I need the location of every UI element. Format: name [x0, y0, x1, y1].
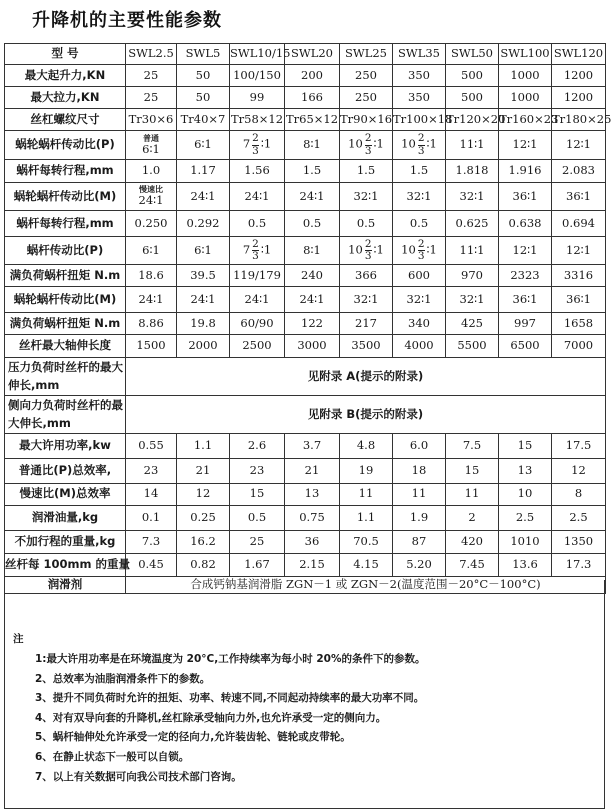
table-cell: 23 — [230, 458, 285, 483]
row-label: 最大许用功率,kw — [5, 433, 126, 458]
table-cell: 11∶1 — [446, 237, 499, 265]
ratio-rest: ∶1 — [373, 242, 384, 257]
table-cell: 60/90 — [230, 313, 285, 335]
notes-list — [35, 650, 426, 787]
table-cell: 12∶1 — [499, 131, 552, 160]
model-header: SWL5 — [177, 44, 230, 65]
note-item: 3、提升不同负荷时允许的扭矩、功率、转速不同,不同起动持续率的最大功率不同。 — [35, 692, 425, 705]
table-cell: 36∶1 — [552, 287, 606, 313]
table-cell: 1.916 — [499, 160, 552, 183]
table-cell: 10 — [499, 483, 552, 505]
row-label: 蜗轮蜗杆传动比(M) — [5, 183, 126, 211]
note-item: 2、总效率为油脂润滑条件下的参数。 — [35, 672, 211, 685]
table-header-row — [5, 44, 606, 65]
table-cell: 24∶1 — [126, 287, 177, 313]
table-cell: 600 — [393, 265, 446, 287]
table-cell: 7.5 — [446, 433, 499, 458]
table-cell: 17.5 — [552, 433, 606, 458]
table-cell: 50 — [177, 65, 230, 87]
table-cell: 23 — [126, 458, 177, 483]
table-cell: 32∶1 — [393, 183, 446, 211]
table-cell: 366 — [340, 265, 393, 287]
table-cell: 4000 — [393, 335, 446, 358]
table-row — [5, 237, 606, 265]
table-cell: 2.5 — [499, 505, 552, 530]
table-cell: Tr40×7 — [177, 109, 230, 131]
table-cell: 3.7 — [285, 433, 340, 458]
table-cell: 24∶1 — [285, 287, 340, 313]
table-cell: 15 — [446, 458, 499, 483]
table-cell: 970 — [446, 265, 499, 287]
table-cell — [126, 131, 177, 160]
denominator: 3 — [364, 250, 372, 262]
note-item: 7、以上有关数据可向我公司技术部门咨询。 — [35, 770, 242, 783]
denominator: 3 — [417, 250, 425, 262]
denominator: 3 — [364, 144, 372, 157]
merged-cell: 合成钙钠基润滑脂 ZGN－1 或 ZGN－2(温度范围－20°C－100°C) — [126, 576, 606, 593]
row-label: 普通比(P)总效率, — [5, 458, 126, 483]
table-cell: 6.0 — [393, 433, 446, 458]
table-cell: 7.3 — [126, 530, 177, 553]
fraction — [252, 133, 259, 156]
note-item: 6、在静止状态下一般可以自锁。 — [35, 750, 190, 763]
row-label: 蜗杆每转行程,mm — [5, 211, 126, 237]
table-cell: 13 — [285, 483, 340, 505]
model-header: SWL2.5 — [126, 44, 177, 65]
table-row — [5, 395, 606, 433]
table-cell: 1.56 — [230, 160, 285, 183]
table-cell: 0.5 — [393, 211, 446, 237]
table-cell: 25 — [126, 65, 177, 87]
table-cell: 4.8 — [340, 433, 393, 458]
ratio-rest: ∶1 — [426, 242, 437, 257]
table-cell: 19.8 — [177, 313, 230, 335]
row-label: 蜗杆每转行程,mm — [5, 160, 126, 183]
table-cell: 1.1 — [340, 505, 393, 530]
denominator: 3 — [417, 144, 425, 157]
table-cell: Tr30×6 — [126, 109, 177, 131]
table-cell: 25 — [230, 530, 285, 553]
table-cell: Tr160×23 — [499, 109, 552, 131]
table-cell: 1350 — [552, 530, 606, 553]
table-cell: 12∶1 — [499, 237, 552, 265]
model-header: SWL50 — [446, 44, 499, 65]
row-label: 蜗轮蜗杆传动比(M) — [5, 287, 126, 313]
row-label: 满负荷蜗杆扭矩 N.m — [5, 313, 126, 335]
table-cell: 24∶1 — [230, 287, 285, 313]
row-label: 压力负荷时丝杆的最大伸长,mm — [5, 358, 126, 396]
table-row — [5, 553, 606, 576]
row-label: 丝杆每 100mm 的重量 — [5, 553, 126, 576]
table-cell: 0.45 — [126, 553, 177, 576]
table-cell: 15 — [499, 433, 552, 458]
notes-heading: 注 — [13, 633, 24, 645]
table-cell — [393, 131, 446, 160]
table-cell: 7000 — [552, 335, 606, 358]
table-row — [5, 433, 606, 458]
table-cell: 6500 — [499, 335, 552, 358]
table-cell: 1.5 — [393, 160, 446, 183]
ratio-rest: ∶1 — [260, 242, 272, 257]
table-cell: 0.5 — [285, 211, 340, 237]
numerator: 2 — [417, 237, 425, 250]
table-cell: 100/150 — [230, 65, 285, 87]
numerator: 2 — [252, 132, 259, 145]
table-cell: 14 — [126, 483, 177, 505]
table-cell: Tr90×16 — [340, 109, 393, 131]
whole-part: 7 — [242, 137, 251, 151]
table-row — [5, 313, 606, 335]
table-cell: 18 — [393, 458, 446, 483]
model-header: SWL10/15 — [230, 44, 285, 65]
table-cell: 0.5 — [230, 211, 285, 237]
table-row — [5, 483, 606, 505]
table-cell: 13 — [499, 458, 552, 483]
model-header: SWL120 — [552, 44, 606, 65]
table-row — [5, 211, 606, 237]
table-cell: 36 — [285, 530, 340, 553]
table-cell: 2.083 — [552, 160, 606, 183]
table-row — [5, 505, 606, 530]
table-cell: 1000 — [499, 87, 552, 109]
table-cell: 2000 — [177, 335, 230, 358]
table-cell — [393, 237, 446, 265]
table-cell: 2323 — [499, 265, 552, 287]
denominator: 3 — [252, 144, 259, 157]
table-cell: 200 — [285, 65, 340, 87]
table-cell: 32∶1 — [446, 287, 499, 313]
table-cell: 12∶1 — [552, 131, 606, 160]
table-cell: 500 — [446, 87, 499, 109]
table-row — [5, 335, 606, 358]
table-cell: 1200 — [552, 65, 606, 87]
table-cell: 3000 — [285, 335, 340, 358]
table-cell: 70.5 — [340, 530, 393, 553]
table-cell — [126, 183, 177, 211]
table-cell: 11 — [340, 483, 393, 505]
table-row — [5, 458, 606, 483]
table-cell: 6∶1 — [177, 131, 230, 160]
table-row — [5, 265, 606, 287]
merged-cell: 见附录 A(提示的附录) — [126, 358, 606, 396]
table-row — [5, 160, 606, 183]
table-cell: 119/179 — [230, 265, 285, 287]
table-cell: 0.5 — [340, 211, 393, 237]
table-cell: 21 — [177, 458, 230, 483]
table-cell: 1.67 — [230, 553, 285, 576]
ratio-rest: ∶1 — [426, 137, 437, 151]
model-header: SWL35 — [393, 44, 446, 65]
table-cell: 2500 — [230, 335, 285, 358]
whole-part: 10 — [348, 137, 363, 151]
numerator: 2 — [364, 237, 372, 250]
table-cell: 12 — [177, 483, 230, 505]
ratio-prefix: 普通 — [143, 133, 159, 143]
table-cell: 2.15 — [285, 553, 340, 576]
table-cell: 32∶1 — [393, 287, 446, 313]
table-cell: 50 — [177, 87, 230, 109]
table-cell: 350 — [393, 65, 446, 87]
table-cell: 24∶1 — [230, 183, 285, 211]
table-cell: 8.86 — [126, 313, 177, 335]
table-cell: 5.20 — [393, 553, 446, 576]
table-cell: 21 — [285, 458, 340, 483]
row-label: 蜗杆传动比(P) — [5, 237, 126, 265]
row-label: 慢速比(M)总效率 — [5, 483, 126, 505]
table-cell: 2.6 — [230, 433, 285, 458]
table-cell: 13.6 — [499, 553, 552, 576]
table-cell — [340, 237, 393, 265]
note-item: 5、蜗杆轴伸处允许承受一定的径向力,允许装齿轮、链轮或皮带轮。 — [35, 731, 351, 744]
table-cell: 166 — [285, 87, 340, 109]
table-cell: 16.2 — [177, 530, 230, 553]
table-cell: Tr180×25 — [552, 109, 606, 131]
table-cell: 500 — [446, 65, 499, 87]
table-cell: 32∶1 — [340, 183, 393, 211]
table-cell: 19 — [340, 458, 393, 483]
table-cell — [230, 131, 285, 160]
row-label: 蜗轮蜗杆传动比(P) — [5, 131, 126, 160]
row-label: 满负荷蜗杆扭矩 N.m — [5, 265, 126, 287]
table-cell: 340 — [393, 313, 446, 335]
table-cell: 997 — [499, 313, 552, 335]
table-cell: Tr100×18 — [393, 109, 446, 131]
table-row — [5, 65, 606, 87]
table-row — [5, 287, 606, 313]
fraction — [418, 133, 425, 156]
header-label: 型 号 — [5, 44, 126, 65]
table-row — [5, 109, 606, 131]
table-cell: 425 — [446, 313, 499, 335]
fraction — [418, 239, 425, 262]
table-cell: 15 — [230, 483, 285, 505]
table-cell: 5500 — [446, 335, 499, 358]
table-cell: 8 — [552, 483, 606, 505]
table-cell: 0.694 — [552, 211, 606, 237]
whole-part: 10 — [401, 137, 416, 151]
table-cell: 0.250 — [126, 211, 177, 237]
row-label: 润滑剂 — [5, 576, 126, 593]
table-row — [5, 131, 606, 160]
whole-part: 10 — [348, 242, 363, 257]
table-cell: 1200 — [552, 87, 606, 109]
table-cell: 36∶1 — [552, 183, 606, 211]
ratio-value: 6∶1 — [142, 141, 160, 156]
table-cell: 0.5 — [230, 505, 285, 530]
table-cell: 0.25 — [177, 505, 230, 530]
table-cell: 0.82 — [177, 553, 230, 576]
whole-part: 10 — [401, 242, 416, 257]
fraction — [365, 239, 372, 262]
table-cell: 32∶1 — [340, 287, 393, 313]
ratio-value: 24∶1 — [138, 193, 164, 208]
table-cell: 25 — [126, 87, 177, 109]
merged-cell: 见附录 B(提示的附录) — [126, 395, 606, 433]
ratio-rest: ∶1 — [373, 137, 384, 151]
denominator: 3 — [252, 250, 259, 262]
table-cell: 122 — [285, 313, 340, 335]
table-cell: 4.15 — [340, 553, 393, 576]
table-cell: 2 — [446, 505, 499, 530]
table-cell: 6∶1 — [126, 237, 177, 265]
row-label: 最大起升力,KN — [5, 65, 126, 87]
table-cell: 24∶1 — [177, 183, 230, 211]
row-label: 丝杆最大轴伸长度 — [5, 335, 126, 358]
table-cell: 99 — [230, 87, 285, 109]
page-title: 升降机的主要性能参数 — [32, 10, 222, 31]
note-item: 1:最大许用功率是在环境温度为 20°C,工作持续率为每小时 20%的条件下的参数。 — [35, 653, 426, 665]
notes-section — [4, 580, 605, 809]
row-label: 侧向力负荷时丝杆的最大伸长,mm — [5, 395, 126, 433]
table-cell: 36∶1 — [499, 183, 552, 211]
table-cell: 24∶1 — [285, 183, 340, 211]
table-cell: 240 — [285, 265, 340, 287]
table-cell: 32∶1 — [446, 183, 499, 211]
table-cell: 87 — [393, 530, 446, 553]
table-cell: 1.17 — [177, 160, 230, 183]
table-cell: 24∶1 — [177, 287, 230, 313]
table-cell: 1.1 — [177, 433, 230, 458]
row-label: 不加行程的重量,kg — [5, 530, 126, 553]
table-cell: 1.0 — [126, 160, 177, 183]
table-cell: 18.6 — [126, 265, 177, 287]
table-row — [5, 183, 606, 211]
table-cell: Tr65×12 — [285, 109, 340, 131]
table-cell: 1.5 — [285, 160, 340, 183]
table-cell: 12∶1 — [552, 237, 606, 265]
fraction — [365, 133, 372, 156]
table-cell — [230, 237, 285, 265]
table-row — [5, 530, 606, 553]
row-label: 最大拉力,KN — [5, 87, 126, 109]
table-cell — [340, 131, 393, 160]
table-cell: 2.5 — [552, 505, 606, 530]
table-cell: Tr58×12 — [230, 109, 285, 131]
model-header: SWL20 — [285, 44, 340, 65]
table-cell: 1.818 — [446, 160, 499, 183]
table-cell: 36∶1 — [499, 287, 552, 313]
table-cell: 250 — [340, 65, 393, 87]
table-cell: 1000 — [499, 65, 552, 87]
table-cell: 8∶1 — [285, 237, 340, 265]
table-cell: 12 — [552, 458, 606, 483]
table-cell: 39.5 — [177, 265, 230, 287]
table-cell: 0.1 — [126, 505, 177, 530]
table-cell: 1.9 — [393, 505, 446, 530]
whole-part: 7 — [242, 242, 251, 257]
table-cell: 1658 — [552, 313, 606, 335]
table-cell: 350 — [393, 87, 446, 109]
table-cell: 11 — [446, 483, 499, 505]
row-label: 丝杠螺纹尺寸 — [5, 109, 126, 131]
table-cell: 250 — [340, 87, 393, 109]
table-cell: 217 — [340, 313, 393, 335]
numerator: 2 — [364, 132, 372, 145]
model-header: SWL100 — [499, 44, 552, 65]
performance-table — [4, 43, 611, 594]
model-header: SWL25 — [340, 44, 393, 65]
table-row — [5, 358, 606, 396]
table-cell: 11 — [393, 483, 446, 505]
numerator: 2 — [417, 132, 425, 145]
table-cell: 17.3 — [552, 553, 606, 576]
row-label: 润滑油量,kg — [5, 505, 126, 530]
table-row — [5, 87, 606, 109]
table-cell: 0.638 — [499, 211, 552, 237]
table-cell: 7.45 — [446, 553, 499, 576]
table-cell: Tr120×20 — [446, 109, 499, 131]
table-cell: 420 — [446, 530, 499, 553]
table-cell: 1010 — [499, 530, 552, 553]
table-cell: 1.5 — [340, 160, 393, 183]
table-cell: 3316 — [552, 265, 606, 287]
ratio-rest: ∶1 — [260, 137, 272, 151]
table-cell: 1500 — [126, 335, 177, 358]
ratio-prefix: 慢速比 — [139, 185, 163, 195]
fraction — [252, 239, 259, 262]
table-cell: 0.55 — [126, 433, 177, 458]
table-cell: 11∶1 — [446, 131, 499, 160]
table-cell: 8∶1 — [285, 131, 340, 160]
numerator: 2 — [252, 237, 259, 250]
table-cell: 0.75 — [285, 505, 340, 530]
table-cell: 0.292 — [177, 211, 230, 237]
table-cell: 3500 — [340, 335, 393, 358]
table-cell: 0.625 — [446, 211, 499, 237]
note-item: 4、对有双导向套的升降机,丝杠除承受轴向力外,也允许承受一定的侧向力。 — [35, 711, 387, 724]
table-cell: 6∶1 — [177, 237, 230, 265]
